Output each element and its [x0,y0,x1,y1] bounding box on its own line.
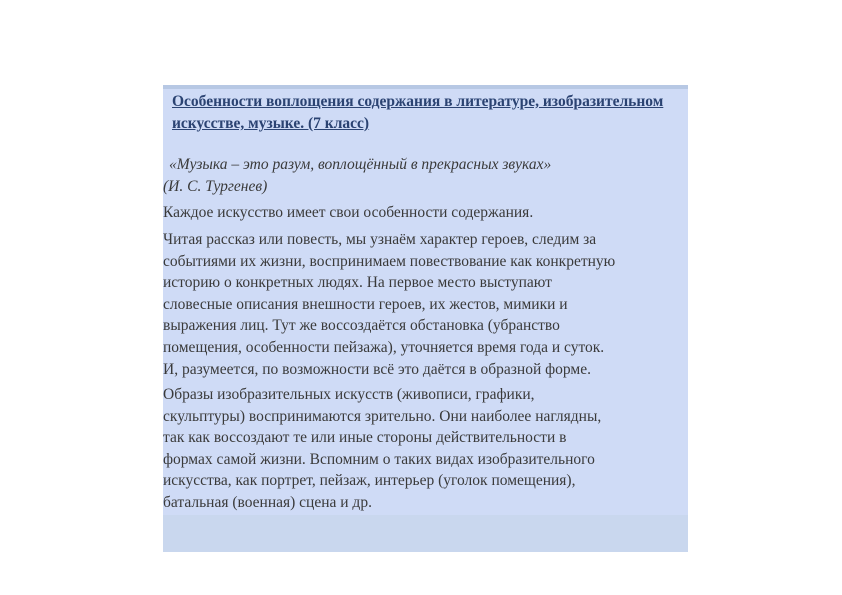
paragraph-literature: Читая рассказ или повесть, мы узнаём характер героев, следим за событиями их жизни, воспринимаем повествование как конкретную историю о конкретных людях. На первое место выступают словесные описания внешности героев, их жестов, мимики и выражения лиц. Тут же воссоздаётся обстановка (убранство помещения, особенности пейзажа), уточняется время года и суток. И, разумеется, по возможности всё это даётся в образной форме. [163,231,616,378]
paragraph-intro: Каждое искусство имеет свои особенности содержания. [163,204,534,221]
quote-author: (И. С. Тургенев) [163,178,268,195]
quote-text: «Музыка – это разум, воплощённый в прекрасных звуках» [169,156,552,173]
paragraph-visual-arts: Образы изобразительных искусств (живописи, графики, скульптуры) воспринимаются зрительно. Они наиболее наглядны, так как воссоздают те или иные стороны действительности в формах самой жизни. Вспомним о таких видах изобразительного искусства, как портрет, пейзаж, интерьер (уголок помещения), батальная (военная) сцена и др. [163,386,602,511]
slide-title: Особенности воплощения содержания в литературе, изобразительном искусстве, музыке. (7 класс) [172,93,664,132]
epigraph-quote [163,154,683,198]
